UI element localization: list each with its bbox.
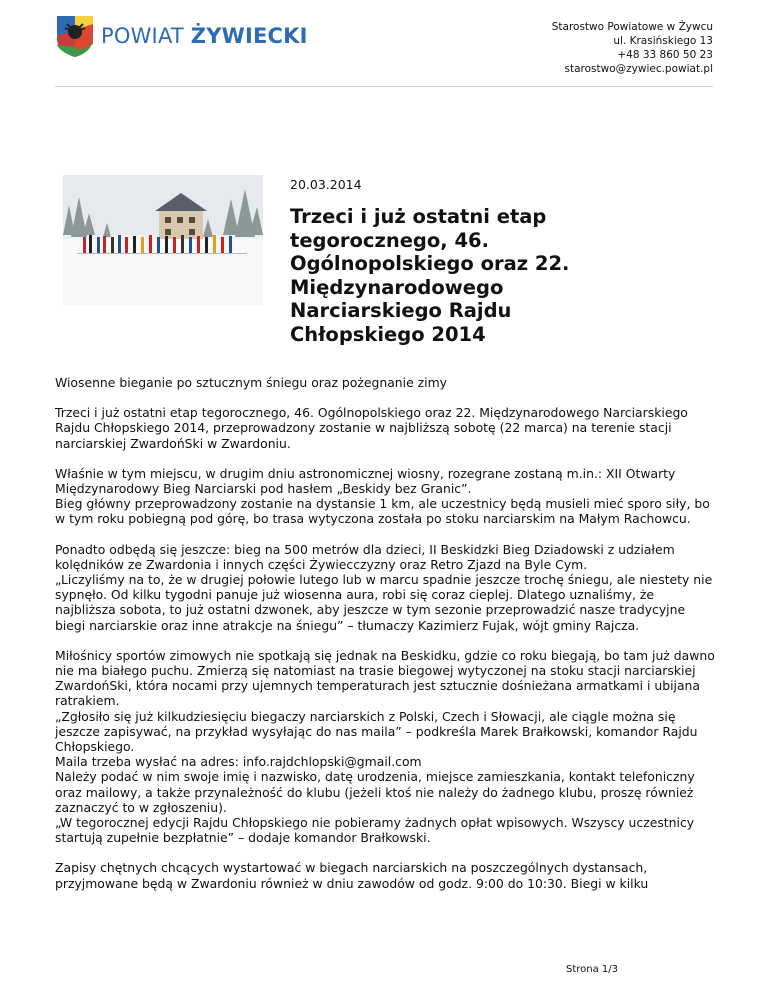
article-date: 20.03.2014 xyxy=(290,177,362,192)
logo-text-light: POWIAT xyxy=(101,24,191,48)
article-body xyxy=(55,375,715,906)
article-paragraph: Właśnie w tym miejscu, w drugim dniu astronomicznej wiosny, rozegrane zostaną m.in.: XII Otwarty Międzynarodowy Bieg Narciarski pod hasłem „Beskidy bez Granic”. Bieg główny przeprowadzony zostanie na dystansie 1 km, ale uczestnicy będą musieli mieć sporo siły, bo w tym roku pobiegną pod górę, bo trasa wytyczona została po stoku narciarskim na Małym Rachowcu. xyxy=(55,465,710,527)
contact-address: ul. Krasińskiego 13 xyxy=(613,35,713,47)
logo-wordmark xyxy=(101,24,308,48)
contact-email[interactable]: starostwo@zywiec.powiat.pl xyxy=(564,63,713,75)
logo-text-bold: ŻYWIECKI xyxy=(190,24,308,48)
contact-block xyxy=(552,20,713,76)
article-paragraph: Zapisy chętnych chcących wystartować w biegach narciarskich na poszczególnych dystansach, przyjmowane będą w Zwardoniu również w dniu zawodów od godz. 9:00 do 10:30. Biegi w kilku xyxy=(55,860,649,891)
article-photo xyxy=(63,175,263,305)
contact-office: Starostwo Powiatowe w Żywcu xyxy=(551,21,713,33)
header-divider xyxy=(55,86,713,87)
page-number: Strona 1/3 xyxy=(566,964,619,975)
coat-of-arms-icon xyxy=(55,14,95,58)
article-lead: Wiosenne bieganie po sztucznym śniegu oraz pożegnanie zimy xyxy=(55,375,447,390)
contact-phone: +48 33 860 50 23 xyxy=(617,49,713,61)
article-paragraph: Ponadto odbędą się jeszcze: bieg na 500 metrów dla dzieci, II Beskidzki Bieg Dziadowski z udziałem kolędników ze Zwardonia i innych części Żywiecczyzny oraz Retro Zjazd na Byle Cym. „Liczyliśmy na to, że w drugiej połowie lutego lub w marcu spadnie jeszcze trochę śniegu, ale niestety nie sypnęło. Od kilku tygodni panuje już wiosenna aura, robi się coraz cieplej. Dlatego uznaliśmy, że najbliższa sobota, to już ostatni dzwonek, aby jeszcze w tym sezonie przeprowadzić nasze tradycyjne biegi narciarskie oraz inne atrakcje na śniegu” – tłumaczy Kazimierz Fujak, wójt gminy Rajcza. xyxy=(55,541,713,633)
article-paragraph: Trzeci i już ostatni etap tegorocznego, 46. Ogólnopolskiego oraz 22. Międzynarodowego Narciarskiego Rajdu Chłopskiego 2014, przeprowadzony zostanie w najbliższą sobotę (22 marca) na terenie stacji narciarskiej ZwardońSki w Zwardoniu. xyxy=(55,405,688,451)
article-title: Trzeci i już ostatni etap tegorocznego, 46. Ogólnopolskiego oraz 22. Międzynarodowego Narciarskiego Rajdu Chłopskiego 2014 xyxy=(290,205,570,346)
article-paragraph: Miłośnicy sportów zimowych nie spotkają się jednak na Beskidku, gdzie co roku biegają, bo tam już dawno nie ma białego puchu. Zmierzą się natomiast na trasie biegowej wytyczonej na stoku stacji narciarskiej ZwardońSki, która nocami przy ujemnych temperaturach jest sztucznie dośnieżana armatkami i ubijana ratrakiem. „Zgłosiło się już kilkudziesięciu biegaczy narciarskich z Polski, Czech i Słowacji, ale ciągle można się jeszcze zapisywać, na przykład wysyłając do nas maila” – podkreśla Marek Brałkowski, komandor Rajdu Chłopskiego. Maila trzeba wysłać na adres: info.rajdchlopski@gmail.com Należy podać w nim swoje imię i nazwisko, datę urodzenia, miejsce zamieszkania, kontakt telefoniczny oraz mailowy, a także przynależność do klubu (jeżeli ktoś nie należy do żadnego klubu, proszę również zaznaczyć to w zgłoszeniu). „W tegorocznej edycji Rajdu Chłopskiego nie pobieramy żadnych opłat wpisowych. Wszyscy uczestnicy startują zupełnie bezpłatnie” – dodaje komandor Brałkowski. xyxy=(55,647,715,846)
powiat-logo xyxy=(55,14,308,58)
